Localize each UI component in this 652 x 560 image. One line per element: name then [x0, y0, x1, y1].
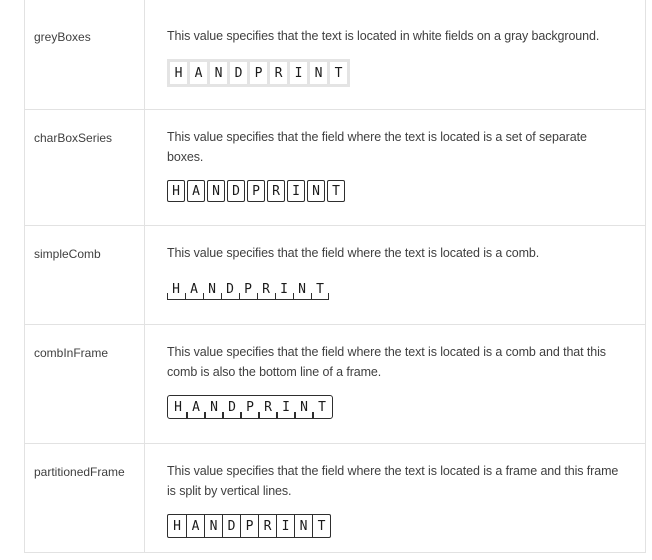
char-cell: N	[207, 180, 225, 202]
char-cell: P	[239, 279, 257, 299]
char-cell: I	[275, 279, 293, 299]
char-cell: T	[312, 515, 330, 537]
char-cell: P	[250, 62, 267, 84]
value-description-text: This value specifies that the field where the text is located is a frame and this frame is split by vertical lines.	[167, 464, 619, 498]
char-cell: T	[313, 396, 331, 418]
char-cell: T	[311, 279, 329, 299]
handprint-example-field	[167, 514, 331, 538]
char-cell: N	[295, 396, 313, 418]
value-name-cell	[25, 444, 145, 552]
char-cell: I	[277, 396, 295, 418]
value-name-label: partitionedFrame	[34, 465, 125, 479]
char-cell: H	[167, 279, 185, 299]
value-description-cell	[145, 444, 645, 552]
handprint-example-field	[167, 59, 350, 87]
char-cell: T	[327, 180, 345, 202]
value-name-cell	[25, 226, 145, 324]
value-name-label: simpleComb	[34, 247, 101, 261]
value-name-cell	[25, 325, 145, 443]
char-cell: H	[174, 399, 182, 415]
char-cell: R	[267, 180, 285, 202]
value-name-label: charBoxSeries	[34, 131, 113, 145]
table-row	[25, 324, 645, 443]
value-description-cell	[145, 9, 645, 109]
char-cell: R	[258, 515, 276, 537]
char-cell: N	[293, 279, 311, 299]
char-cell: I	[290, 62, 307, 84]
value-name-cell	[25, 110, 145, 225]
cropped-row-remainder	[25, 0, 645, 9]
char-cell: R	[259, 396, 277, 418]
char-cell: H	[170, 62, 187, 84]
char-cell: A	[185, 279, 203, 299]
char-cell: D	[230, 62, 247, 84]
handprint-example-field	[167, 395, 333, 419]
char-cell: N	[310, 62, 327, 84]
char-cell: N	[204, 515, 222, 537]
char-cell: H	[173, 518, 181, 534]
value-description-cell	[145, 226, 645, 324]
char-cell: A	[187, 180, 205, 202]
handprint-example-field	[167, 180, 345, 202]
table-row	[25, 225, 645, 324]
value-description-text: This value specifies that the field where the text is located is a set of separate boxes.	[167, 130, 587, 164]
char-cell: N	[210, 62, 227, 84]
char-cell: T	[330, 62, 347, 84]
handprint-example-field	[167, 279, 329, 300]
value-description-text: This value specifies that the field where the text is located is a comb and that this comb is also the bottom line of a frame.	[167, 345, 606, 379]
char-cell: N	[294, 515, 312, 537]
char-cell: D	[221, 279, 239, 299]
table-body	[25, 9, 645, 552]
value-name-cell	[25, 9, 145, 109]
value-name-label: combInFrame	[34, 346, 109, 360]
table-row	[25, 443, 645, 552]
value-description-cell	[145, 110, 645, 225]
char-cell: I	[276, 515, 294, 537]
char-cell: R	[257, 279, 275, 299]
char-cell: D	[222, 515, 240, 537]
char-cell: N	[205, 396, 223, 418]
char-cell: N	[307, 180, 325, 202]
char-cell: A	[187, 396, 205, 418]
value-description-text: This value specifies that the text is located in white fields on a gray background.	[167, 29, 600, 43]
value-description-text: This value specifies that the field where the text is located is a comb.	[167, 246, 540, 260]
table-row	[25, 9, 645, 109]
value-name-label: greyBoxes	[34, 30, 91, 44]
char-cell: I	[287, 180, 305, 202]
char-cell: R	[270, 62, 287, 84]
char-cell: A	[186, 515, 204, 537]
char-cell: P	[241, 396, 259, 418]
char-cell: N	[203, 279, 221, 299]
char-cell: D	[223, 396, 241, 418]
char-cell: P	[240, 515, 258, 537]
table-row	[25, 109, 645, 225]
char-cell: H	[167, 180, 185, 202]
char-cell: P	[247, 180, 265, 202]
text-field-styles-table	[24, 0, 646, 553]
value-description-cell	[145, 325, 645, 443]
char-cell: D	[227, 180, 245, 202]
char-cell: A	[190, 62, 207, 84]
